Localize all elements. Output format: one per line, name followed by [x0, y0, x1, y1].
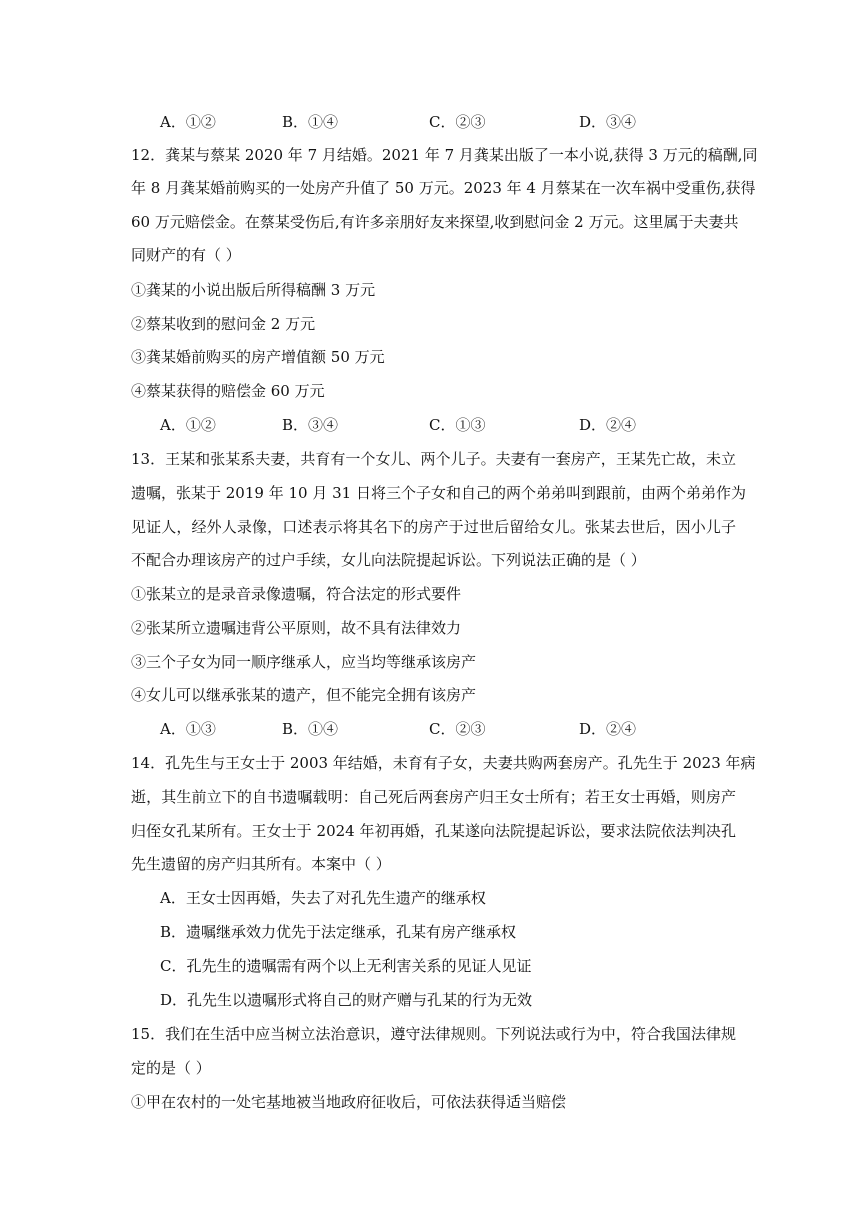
q12-item: ④蔡某获得的赔偿金 60 万元 [131, 382, 325, 400]
q13-item: ②张某所立遗嘱违背公平原则，故不具有法律效力 [131, 619, 462, 637]
q12-option-c[interactable]: C．①③ [429, 416, 486, 434]
q13-option-b[interactable]: B．①④ [282, 720, 339, 738]
q11-option-d[interactable]: D．③④ [579, 113, 637, 131]
q12-stem-line: 12．龚某与蔡某 2020 年 7 月结婚。2021 年 7 月龚某出版了一本小说,获得 3 万元的稿酬,同 [131, 146, 758, 164]
q12-option-d[interactable]: D．②④ [579, 416, 637, 434]
q15-stem-line: 15．我们在生活中应当树立法治意识，遵守法律规则。下列说法或行为中，符合我国法律规 [131, 1025, 736, 1043]
q15-stem-line: 定的是（ ） [131, 1059, 211, 1077]
q12-stem-line: 同财产的有（ ） [131, 246, 241, 264]
q13-item: ①张某立的是录音录像遗嘱，符合法定的形式要件 [131, 585, 462, 603]
q13-stem-line: 见证人，经外人录像，口述表示将其名下的房产于过世后留给女儿。张某去世后，因小儿子 [131, 518, 736, 536]
q14-option-d[interactable]: D．孔先生以遗嘱形式将自己的财产赠与孔某的行为无效 [160, 991, 533, 1009]
q15-item: ①甲在农村的一处宅基地被当地政府征收后，可依法获得适当赔偿 [131, 1093, 567, 1111]
q13-option-c[interactable]: C．②③ [429, 720, 486, 738]
q12-option-a[interactable]: A．①② [160, 416, 216, 434]
q13-item: ④女儿可以继承张某的遗产，但不能完全拥有该房产 [131, 686, 477, 704]
q13-item: ③三个子女为同一顺序继承人，应当均等继承该房产 [131, 653, 477, 671]
q13-stem-line: 遗嘱，张某于 2019 年 10 月 31 日将三个子女和自己的两个弟弟叫到跟前，由两个弟弟作为 [131, 484, 746, 502]
q12-item: ①龚某的小说出版后所得稿酬 3 万元 [131, 281, 376, 299]
q14-stem-line: 14．孔先生与王女士于 2003 年结婚，未育有子女，夫妻共购两套房产。孔先生于 2023 年病 [131, 754, 756, 772]
q13-stem-line: 不配合办理该房产的过户手续，女儿向法院提起诉讼。下列说法正确的是（ ） [131, 551, 646, 569]
q14-option-b[interactable]: B．遗嘱继承效力优先于法定继承，孔某有房产继承权 [160, 923, 517, 941]
q14-stem-line: 逝，其生前立下的自书遗嘱载明：自己死后两套房产归王女士所有；若王女士再婚，则房产 [131, 788, 736, 806]
q13-stem-line: 13．王某和张某系夫妻，共育有一个女儿、两个儿子。夫妻有一套房产，王某先亡故，未立 [131, 450, 736, 468]
q12-stem-line: 60 万元赔偿金。在蔡某受伤后,有许多亲朋好友来探望,收到慰问金 2 万元。这里属于夫妻共 [131, 213, 739, 231]
q13-option-a[interactable]: A．①③ [160, 720, 216, 738]
q12-item: ③龚某婚前购买的房产增值额 50 万元 [131, 348, 385, 366]
q13-option-d[interactable]: D．②④ [579, 720, 637, 738]
q12-option-b[interactable]: B．③④ [282, 416, 339, 434]
q14-stem-line: 归侄女孔某所有。王女士于 2024 年初再婚，孔某遂向法院提起诉讼，要求法院依法判决孔 [131, 822, 736, 840]
q14-option-a[interactable]: A．王女士因再婚，失去了对孔先生遗产的继承权 [160, 889, 486, 907]
q12-item: ②蔡某收到的慰问金 2 万元 [131, 315, 316, 333]
q14-option-c[interactable]: C．孔先生的遗嘱需有两个以上无利害关系的见证人见证 [160, 957, 532, 975]
q11-option-a[interactable]: A．①② [160, 113, 216, 131]
q11-option-c[interactable]: C．②③ [429, 113, 486, 131]
q12-stem-line: 年 8 月龚某婚前购买的一处房产升值了 50 万元。2023 年 4 月蔡某在一次车祸中受重伤,获得 [131, 179, 756, 197]
q14-stem-line: 先生遗留的房产归其所有。本案中（ ） [131, 855, 391, 873]
q11-option-b[interactable]: B．①④ [282, 113, 339, 131]
